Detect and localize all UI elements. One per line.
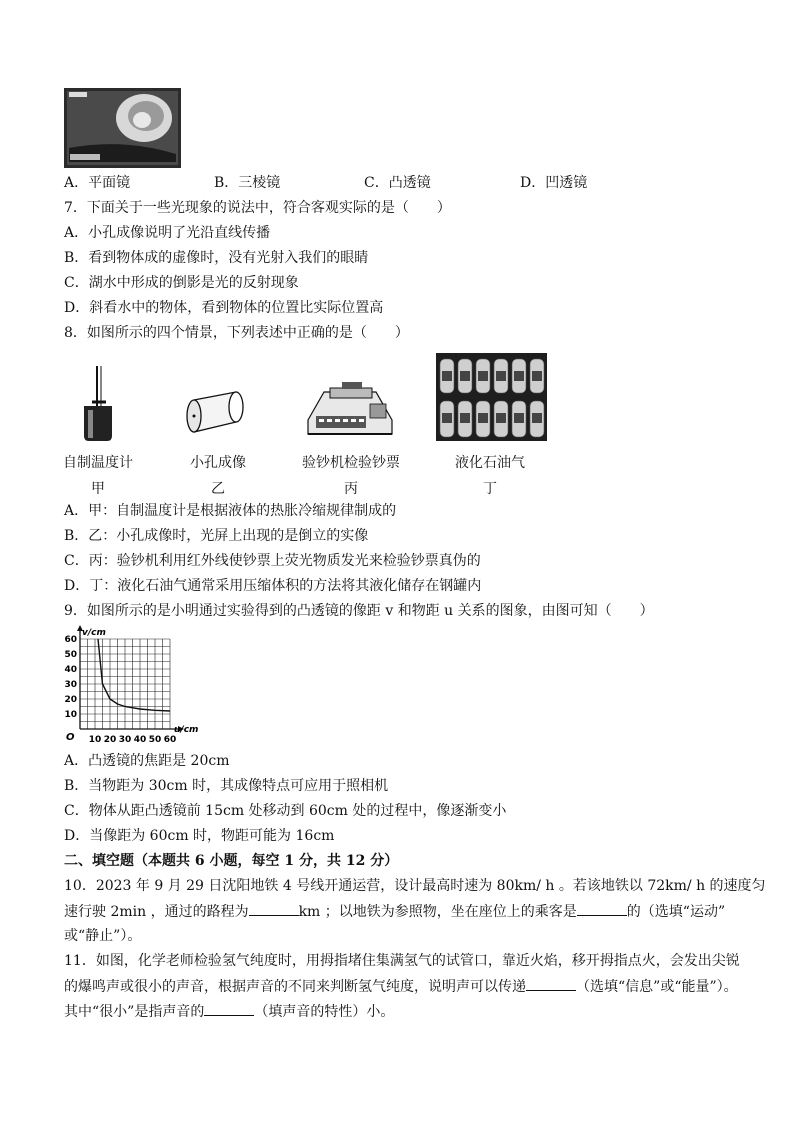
- y-tick-label: 40: [64, 665, 77, 675]
- q8-option-c: C．丙：验钞机利用红外线使钞票上荧光物质发光来检验钞票真伪的: [64, 553, 481, 569]
- pinhole-camera-figure: [186, 390, 250, 436]
- q11-line-2: [64, 976, 738, 997]
- q9-option-d: D．当像距为 60cm 时，物距可能为 16cm: [64, 828, 335, 844]
- q10-line-3: 或“静止”）。: [64, 928, 142, 944]
- caption-pinhole: 小孔成像: [190, 455, 246, 471]
- q7-option-a: A．小孔成像说明了光沿直线传播: [64, 225, 271, 241]
- q11-blank-1[interactable]: [526, 976, 576, 991]
- section-2-heading: 二、填空题（本题共 6 小题，每空 1 分，共 12 分）: [64, 853, 399, 869]
- chart-axes: [77, 625, 184, 732]
- caption-thermometer: 自制温度计: [63, 455, 133, 471]
- q10-text-a: 速行驶 2min ，通过的路程为: [64, 904, 249, 920]
- q10-line-2: [64, 901, 725, 922]
- q11-text-b: （选填“信息”或“能量”）。: [576, 979, 738, 995]
- x-axis-label: u/cm: [174, 725, 199, 735]
- lens-demo-photo: [64, 88, 181, 168]
- q10-blank-2[interactable]: [577, 901, 627, 916]
- q10-text-b: km ；以地铁为参照物，坐在座位上的乘客是: [298, 904, 577, 920]
- q8-option-b: B．乙：小孔成像时，光屏上出现的是倒立的实像: [64, 528, 369, 544]
- series-line: [98, 639, 170, 711]
- y-tick-label: 60: [64, 635, 77, 645]
- q6-option-c: C．凸透镜: [364, 175, 431, 191]
- lens-image-distance-chart: [60, 622, 200, 752]
- q11-line-3: [64, 1001, 394, 1022]
- q8-option-d: D．丁：液化石油气通常采用压缩体积的方法将其液化储存在钢罐内: [64, 578, 482, 594]
- x-tick-label: 40: [133, 735, 147, 745]
- caption-gas: 液化石油气: [455, 455, 525, 471]
- y-tick-label: 20: [64, 695, 77, 705]
- money-detector-figure: [302, 380, 398, 440]
- q10-line-1: 10．2023 年 9 月 29 日沈阳地铁 4 号线开通运营，设计最高时速为 80km/ h 。若该地铁以 72km/ h 的速度匀: [64, 878, 766, 894]
- label-ding: 丁: [483, 481, 497, 497]
- x-tick-label: 10: [88, 735, 102, 745]
- q11-text-c: 其中“很小”是指声音的: [64, 1004, 205, 1020]
- caption-money-detector: 验钞机检验钞票: [302, 455, 400, 471]
- y-tick-label: 30: [64, 680, 77, 690]
- q7-option-d: D．斜看水中的物体，看到物体的位置比实际位置高: [64, 300, 384, 316]
- gas-cylinders-photo: [436, 353, 547, 441]
- q10-blank-1[interactable]: [249, 901, 299, 916]
- x-tick-label: 50: [148, 735, 162, 745]
- q9-stem: 9．如图所示的是小明通过实验得到的凸透镜的像距 v 和物距 u 关系的图象，由图可知（ ）: [64, 603, 654, 619]
- q6-option-a: A．平面镜: [64, 175, 131, 191]
- label-bing: 丙: [344, 481, 358, 497]
- chart-series: [98, 639, 170, 711]
- q8-option-a: A．甲：自制温度计是根据液体的热胀冷缩规律制成的: [64, 503, 397, 519]
- q9-option-a: A．凸透镜的焦距是 20cm: [64, 753, 230, 769]
- q7-option-b: B．看到物体成的虚像时，没有光射入我们的眼睛: [64, 250, 369, 266]
- y-tick-label: 10: [64, 710, 77, 720]
- x-tick-label: 60: [163, 735, 177, 745]
- y-axis-label: v/cm: [82, 628, 106, 638]
- q11-line-1: 11．如图，化学老师检验氢气纯度时，用拇指堵住集满氢气的试管口，靠近火焰，移开拇指点火，会发出尖锐: [64, 953, 740, 969]
- label-yi: 乙: [211, 481, 225, 497]
- x-tick-label: 30: [118, 735, 132, 745]
- y-tick-label: 50: [64, 650, 77, 660]
- x-tick-label: 20: [103, 735, 117, 745]
- q11-text-a: 的爆鸣声或很小的声音，根据声音的不同来判断氢气纯度，说明声可以传递: [64, 979, 526, 995]
- q10-text-c: 的（选填“运动”: [626, 904, 726, 920]
- q6-option-d: D．凹透镜: [520, 175, 588, 191]
- origin-label: O: [66, 732, 75, 743]
- chart-grid: [80, 639, 170, 729]
- q6-option-b: B．三棱镜: [214, 175, 281, 191]
- thermometer-figure: [78, 366, 118, 442]
- q7-option-c: C．湖水中形成的倒影是光的反射现象: [64, 275, 299, 291]
- q8-stem: 8．如图所示的四个情景，下列表述中正确的是（ ）: [64, 325, 409, 341]
- q7-stem: 7．下面关于一些光现象的说法中，符合客观实际的是（ ）: [64, 200, 451, 216]
- q11-text-d: （填声音的特性）小。: [254, 1004, 395, 1020]
- q9-option-b: B．当物距为 30cm 时，其成像特点可应用于照相机: [64, 778, 389, 794]
- label-jia: 甲: [91, 481, 105, 497]
- q11-blank-2[interactable]: [204, 1001, 254, 1016]
- q9-option-c: C．物体从距凸透镜前 15cm 处移动到 60cm 处的过程中，像逐渐变小: [64, 803, 507, 819]
